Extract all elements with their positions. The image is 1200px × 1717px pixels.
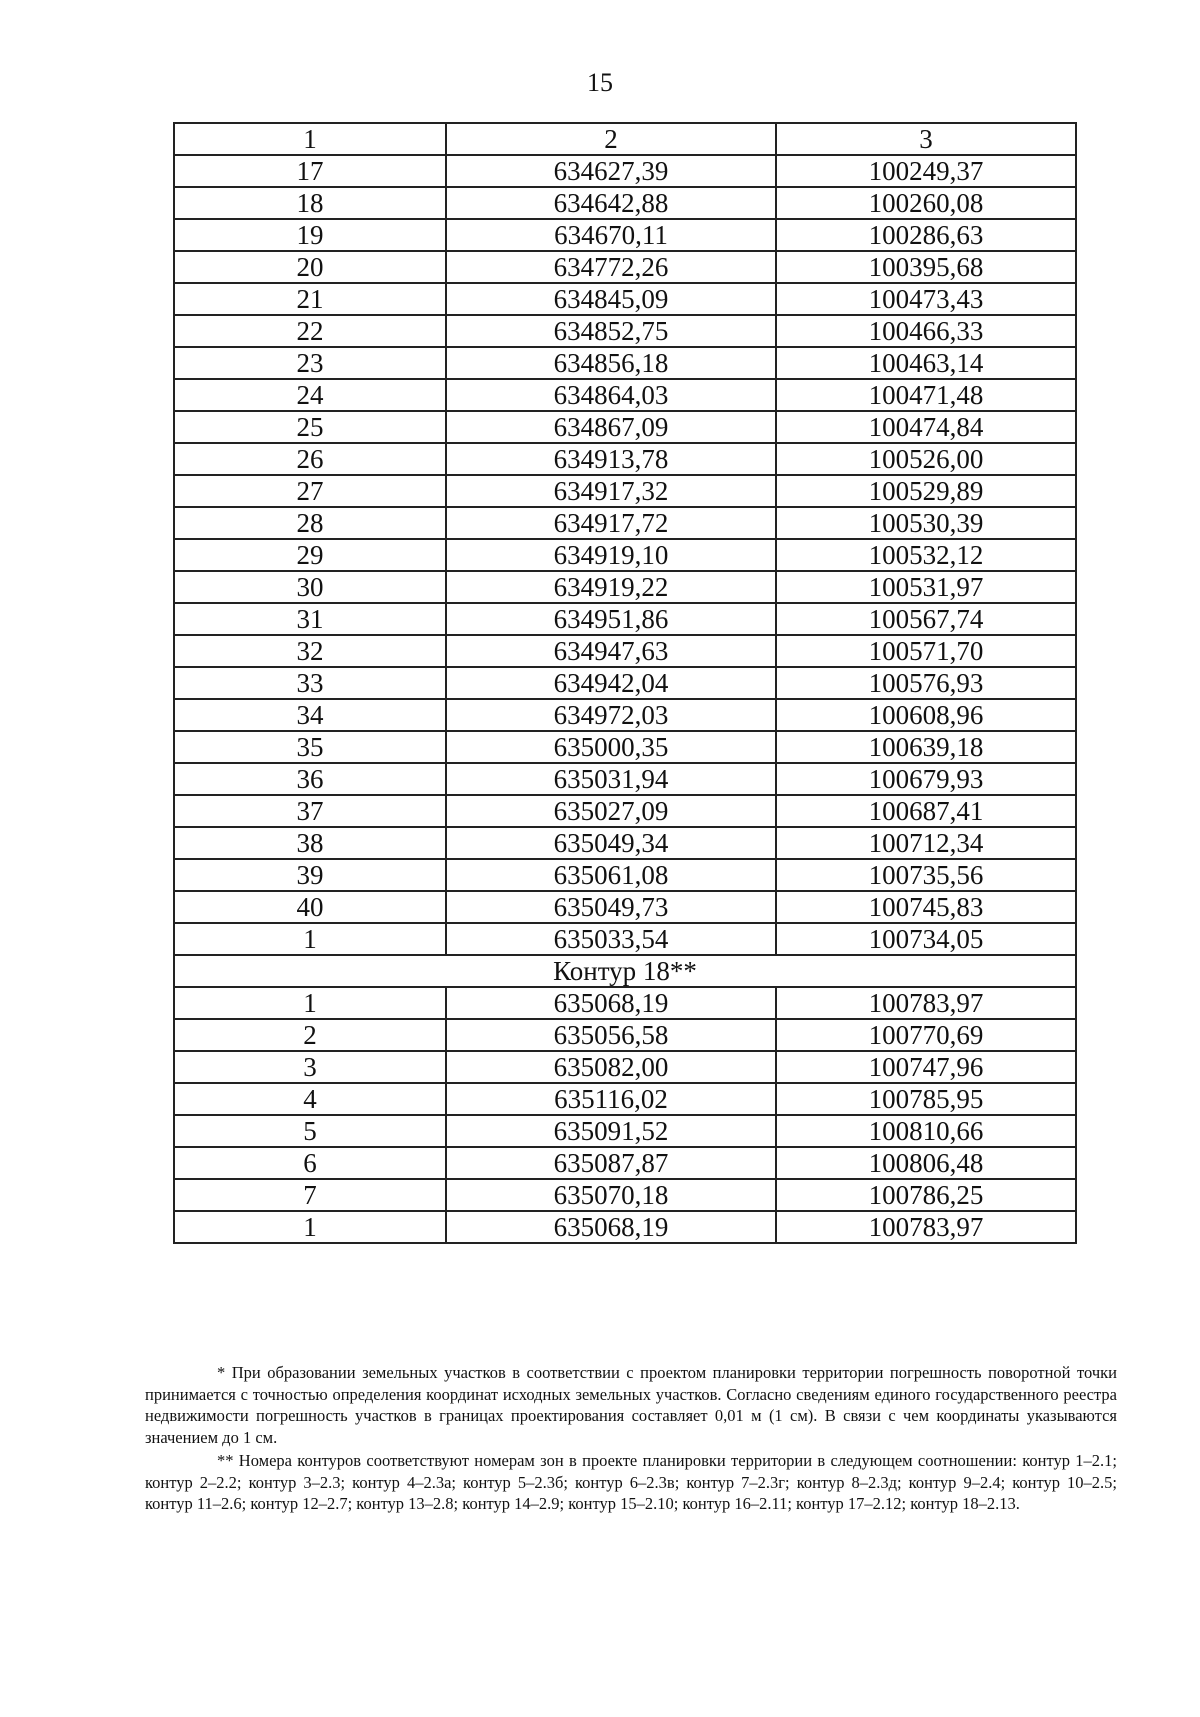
table-row xyxy=(174,1115,1076,1147)
y-coordinate-cell: 100260,08 xyxy=(776,187,1076,219)
table-row xyxy=(174,731,1076,763)
y-coordinate-cell: 100526,00 xyxy=(776,443,1076,475)
table-row xyxy=(174,219,1076,251)
x-coordinate-cell: 635061,08 xyxy=(446,859,776,891)
x-coordinate-cell: 634642,88 xyxy=(446,187,776,219)
x-coordinate-cell: 635087,87 xyxy=(446,1147,776,1179)
section-title: Контур 18** xyxy=(174,955,1076,987)
x-coordinate-cell: 634856,18 xyxy=(446,347,776,379)
point-number-cell: 36 xyxy=(174,763,446,795)
point-number-cell: 32 xyxy=(174,635,446,667)
y-coordinate-cell: 100576,93 xyxy=(776,667,1076,699)
point-number-cell: 7 xyxy=(174,1179,446,1211)
x-coordinate-cell: 634917,32 xyxy=(446,475,776,507)
y-coordinate-cell: 100567,74 xyxy=(776,603,1076,635)
y-coordinate-cell: 100608,96 xyxy=(776,699,1076,731)
page-number: 15 xyxy=(587,68,613,97)
table-row xyxy=(174,1179,1076,1211)
table-row xyxy=(174,1211,1076,1243)
x-coordinate-cell: 635091,52 xyxy=(446,1115,776,1147)
x-coordinate-cell: 634867,09 xyxy=(446,411,776,443)
point-number-cell: 25 xyxy=(174,411,446,443)
table-row xyxy=(174,507,1076,539)
point-number-cell: 22 xyxy=(174,315,446,347)
y-coordinate-cell: 100712,34 xyxy=(776,827,1076,859)
point-number-cell: 30 xyxy=(174,571,446,603)
x-coordinate-cell: 634917,72 xyxy=(446,507,776,539)
y-coordinate-cell: 100687,41 xyxy=(776,795,1076,827)
point-number-cell: 17 xyxy=(174,155,446,187)
x-coordinate-cell: 634845,09 xyxy=(446,283,776,315)
y-coordinate-cell: 100466,33 xyxy=(776,315,1076,347)
table-row xyxy=(174,603,1076,635)
table-row xyxy=(174,315,1076,347)
x-coordinate-cell: 635070,18 xyxy=(446,1179,776,1211)
table-row xyxy=(174,891,1076,923)
table-row xyxy=(174,539,1076,571)
y-coordinate-cell: 100747,96 xyxy=(776,1051,1076,1083)
point-number-cell: 18 xyxy=(174,187,446,219)
x-coordinate-cell: 634864,03 xyxy=(446,379,776,411)
x-coordinate-cell: 635068,19 xyxy=(446,1211,776,1243)
point-number-cell: 3 xyxy=(174,1051,446,1083)
point-number-cell: 40 xyxy=(174,891,446,923)
table-row xyxy=(174,1051,1076,1083)
y-coordinate-cell: 100474,84 xyxy=(776,411,1076,443)
table-row xyxy=(174,1019,1076,1051)
point-number-cell: 29 xyxy=(174,539,446,571)
x-coordinate-cell: 634913,78 xyxy=(446,443,776,475)
y-coordinate-cell: 100770,69 xyxy=(776,1019,1076,1051)
point-number-cell: 20 xyxy=(174,251,446,283)
y-coordinate-cell: 100471,48 xyxy=(776,379,1076,411)
point-number-cell: 27 xyxy=(174,475,446,507)
y-coordinate-cell: 100463,14 xyxy=(776,347,1076,379)
point-number-cell: 34 xyxy=(174,699,446,731)
table-row xyxy=(174,635,1076,667)
table-row xyxy=(174,1147,1076,1179)
y-coordinate-cell: 100532,12 xyxy=(776,539,1076,571)
coordinates-table xyxy=(173,122,1077,1244)
point-number-cell: 26 xyxy=(174,443,446,475)
table-row xyxy=(174,923,1076,955)
y-coordinate-cell: 100529,89 xyxy=(776,475,1076,507)
table-row xyxy=(174,699,1076,731)
y-coordinate-cell: 100783,97 xyxy=(776,1211,1076,1243)
x-coordinate-cell: 634951,86 xyxy=(446,603,776,635)
x-coordinate-cell: 635000,35 xyxy=(446,731,776,763)
table-row xyxy=(174,987,1076,1019)
x-coordinate-cell: 635056,58 xyxy=(446,1019,776,1051)
y-coordinate-cell: 100286,63 xyxy=(776,219,1076,251)
point-number-cell: 37 xyxy=(174,795,446,827)
table-row xyxy=(174,347,1076,379)
table-row xyxy=(174,443,1076,475)
x-coordinate-cell: 634772,26 xyxy=(446,251,776,283)
y-coordinate-cell: 100783,97 xyxy=(776,987,1076,1019)
footnote-accuracy: * При образовании земельных участков в соответствии с проектом планировки территории погрешность поворотной точки принимается с точностью определения координат исходных земельных участков. Согласно сведениям единого государственного реестра недвижимости погрешность участков в границах проектирования составляет 0,01 м (1 см). В связи с чем координаты указываются значением до 1 см. xyxy=(145,1363,1117,1447)
y-coordinate-cell: 100785,95 xyxy=(776,1083,1076,1115)
table-row xyxy=(174,763,1076,795)
x-coordinate-cell: 634852,75 xyxy=(446,315,776,347)
point-number-cell: 39 xyxy=(174,859,446,891)
table-row xyxy=(174,571,1076,603)
y-coordinate-cell: 100734,05 xyxy=(776,923,1076,955)
x-coordinate-cell: 634627,39 xyxy=(446,155,776,187)
table-row xyxy=(174,827,1076,859)
y-coordinate-cell: 100531,97 xyxy=(776,571,1076,603)
table-row xyxy=(174,187,1076,219)
header-cell-point: 1 xyxy=(174,123,446,155)
point-number-cell: 38 xyxy=(174,827,446,859)
x-coordinate-cell: 635033,54 xyxy=(446,923,776,955)
point-number-cell: 33 xyxy=(174,667,446,699)
point-number-cell: 5 xyxy=(174,1115,446,1147)
x-coordinate-cell: 635082,00 xyxy=(446,1051,776,1083)
footnote-contour-mapping: ** Номера контуров соответствуют номерам зон в проекте планировки территории в следующем соотношении: контур 1–2.1; контур 2–2.2; контур 3–2.3; контур 4–2.3а; контур 5–2.3б; контур 6–2.3в; контур 7–2.3г; контур 8–2.3д; контур 9–2.4; контур 10–2.5; контур 11–2.6; контур 12–2.7; контур 13–2.8; контур 14–2.9; контур 15–2.10; контур 16–2.11; контур 17–2.12; контур 18–2.13. xyxy=(145,1451,1117,1513)
header-cell-y: 3 xyxy=(776,123,1076,155)
y-coordinate-cell: 100810,66 xyxy=(776,1115,1076,1147)
y-coordinate-cell: 100639,18 xyxy=(776,731,1076,763)
x-coordinate-cell: 635027,09 xyxy=(446,795,776,827)
table-row xyxy=(174,475,1076,507)
point-number-cell: 28 xyxy=(174,507,446,539)
point-number-cell: 1 xyxy=(174,987,446,1019)
table-row xyxy=(174,411,1076,443)
point-number-cell: 1 xyxy=(174,1211,446,1243)
point-number-cell: 6 xyxy=(174,1147,446,1179)
y-coordinate-cell: 100473,43 xyxy=(776,283,1076,315)
x-coordinate-cell: 634919,10 xyxy=(446,539,776,571)
table-row xyxy=(174,859,1076,891)
coordinates-table-body xyxy=(174,123,1076,1243)
table-row xyxy=(174,251,1076,283)
x-coordinate-cell: 634670,11 xyxy=(446,219,776,251)
point-number-cell: 31 xyxy=(174,603,446,635)
point-number-cell: 1 xyxy=(174,923,446,955)
point-number-cell: 4 xyxy=(174,1083,446,1115)
x-coordinate-cell: 635068,19 xyxy=(446,987,776,1019)
x-coordinate-cell: 634947,63 xyxy=(446,635,776,667)
y-coordinate-cell: 100395,68 xyxy=(776,251,1076,283)
point-number-cell: 35 xyxy=(174,731,446,763)
y-coordinate-cell: 100679,93 xyxy=(776,763,1076,795)
y-coordinate-cell: 100571,70 xyxy=(776,635,1076,667)
table-row xyxy=(174,155,1076,187)
table-header-row xyxy=(174,123,1076,155)
y-coordinate-cell: 100530,39 xyxy=(776,507,1076,539)
x-coordinate-cell: 635116,02 xyxy=(446,1083,776,1115)
x-coordinate-cell: 635031,94 xyxy=(446,763,776,795)
footnotes xyxy=(145,1362,1117,1515)
table-row xyxy=(174,667,1076,699)
table-row xyxy=(174,379,1076,411)
x-coordinate-cell: 634972,03 xyxy=(446,699,776,731)
point-number-cell: 2 xyxy=(174,1019,446,1051)
x-coordinate-cell: 634919,22 xyxy=(446,571,776,603)
point-number-cell: 24 xyxy=(174,379,446,411)
y-coordinate-cell: 100745,83 xyxy=(776,891,1076,923)
x-coordinate-cell: 635049,34 xyxy=(446,827,776,859)
point-number-cell: 23 xyxy=(174,347,446,379)
table-row xyxy=(174,795,1076,827)
table-row xyxy=(174,1083,1076,1115)
y-coordinate-cell: 100735,56 xyxy=(776,859,1076,891)
y-coordinate-cell: 100249,37 xyxy=(776,155,1076,187)
x-coordinate-cell: 635049,73 xyxy=(446,891,776,923)
table-row xyxy=(174,283,1076,315)
y-coordinate-cell: 100806,48 xyxy=(776,1147,1076,1179)
x-coordinate-cell: 634942,04 xyxy=(446,667,776,699)
y-coordinate-cell: 100786,25 xyxy=(776,1179,1076,1211)
header-cell-x: 2 xyxy=(446,123,776,155)
point-number-cell: 19 xyxy=(174,219,446,251)
point-number-cell: 21 xyxy=(174,283,446,315)
section-row xyxy=(174,955,1076,987)
